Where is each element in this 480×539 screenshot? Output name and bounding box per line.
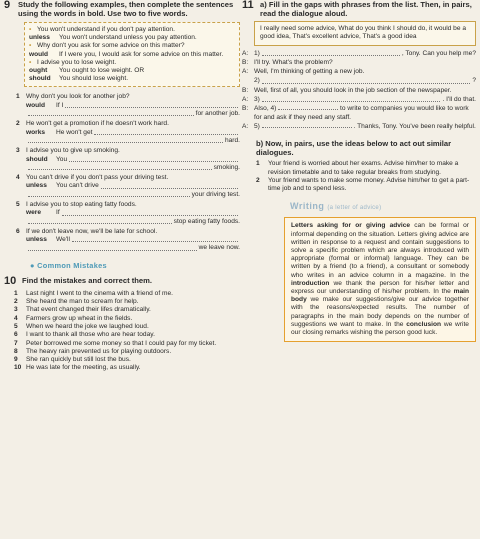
item-text: Farmers grow up wheat in the fields. <box>26 314 133 322</box>
item-question: He won't get a promotion if he doesn't work hard. <box>26 120 169 128</box>
item-end: your driving test. <box>191 190 240 198</box>
dialogue-text: I'll try. What's the problem? <box>254 58 333 66</box>
item-number: 2 <box>16 120 20 128</box>
item-text: He was late for the meeting, as usually. <box>26 364 141 372</box>
info-text: we make our suggestions/give our advice together with the reasons/expected results. The number of paragraphs in the main body depends on the number of suggestions we want to make. In the <box>291 296 469 328</box>
item-question: If we don't leave now, we'll be late for school. <box>26 227 158 235</box>
keyword: would <box>26 101 46 109</box>
answer-gap[interactable] <box>262 77 470 83</box>
item-number: 3 <box>14 306 18 314</box>
item-end: stop eating fatty foods. <box>173 217 240 225</box>
exercise-11b-list <box>256 160 476 193</box>
keyword: ought <box>29 67 48 75</box>
exercise-11a-title: a) Fill in the gaps with phrases from the list. Then, in pairs, read the dialogue aloud. <box>260 0 472 18</box>
info-bold: introduction <box>291 279 330 287</box>
exercise-9-item <box>16 227 240 253</box>
exercise-9-title: Study the following examples, then complete the sentences using the words in bold. Use two to five words. <box>18 0 234 18</box>
answer-gap[interactable] <box>72 236 238 242</box>
keyword: were <box>26 209 42 217</box>
item-number: 2 <box>256 176 260 184</box>
item-number: 6 <box>14 331 18 339</box>
example-answer: If I were you, I would ask for some advice on this matter. <box>59 50 224 58</box>
item-end: hard. <box>224 136 240 144</box>
gap-label: 3) <box>254 96 260 104</box>
exercise-10-title: Find the mistakes and correct them. <box>22 275 152 285</box>
list-item <box>14 339 240 348</box>
exercise-11-header <box>242 0 476 18</box>
keyword: would <box>29 50 49 58</box>
dialogue-text: Well, I'm thinking of getting a new job. <box>254 68 365 76</box>
example-answer: You ought to lose weight. OR <box>59 67 145 75</box>
item-question: You can't drive if you don't pass your driving test. <box>26 174 169 182</box>
item-text: Your friend wants to make some money. Advise him/her to get a part-time job and to spend less. <box>268 176 470 193</box>
exercise-11-number: 11 <box>242 0 254 11</box>
answer-gap[interactable] <box>262 96 441 102</box>
item-start: We'll <box>56 236 70 244</box>
exercise-11b-header <box>256 139 476 157</box>
item-start: He won't get <box>56 128 93 136</box>
keyword: unless <box>29 34 50 42</box>
exercise-9-item <box>16 174 240 199</box>
keyword: works <box>26 128 46 136</box>
dialogue-line <box>242 50 476 58</box>
answer-gap[interactable] <box>65 102 238 108</box>
item-text: The heavy rain prevented us for playing outdoors. <box>26 347 172 355</box>
item-start: You <box>56 155 68 163</box>
item-text: That event changed their lifes dramatically. <box>26 306 151 314</box>
dialogue-text: . I'll do that. <box>442 96 476 104</box>
item-start: If I <box>56 101 64 109</box>
dialogue-text: Well, first of all, you should look in the job section of the newspaper. <box>254 86 452 94</box>
info-text: can be formal or informal depending on the situation. Letters giving advice are written in response to a request and contain suggestions to solve a specific problem which are always introduced with appropriate (formal or informal) language. They can be written by a friend (to a friend), a consultant or somebody who writes in an advice column in a magazine. In the <box>291 222 469 279</box>
keyword: should <box>26 155 48 163</box>
right-column <box>242 0 476 342</box>
answer-gap[interactable] <box>28 110 194 116</box>
common-mistakes-heading <box>30 261 240 270</box>
keyword: unless <box>26 236 47 244</box>
item-text: Last night I went to the cinema with a friend of me. <box>26 289 173 297</box>
dialogue-line <box>242 105 476 122</box>
dialogue <box>242 50 476 132</box>
answer-gap[interactable] <box>278 109 338 110</box>
info-bold: conclusion <box>406 320 442 328</box>
dialogue-text: ? <box>472 77 476 85</box>
item-question: I advise you to give up smoking. <box>26 147 120 155</box>
item-question: Why don't you look for another job? <box>26 93 130 101</box>
writing-subtitle: (a letter of advice) <box>327 205 382 212</box>
answer-gap[interactable] <box>262 127 352 128</box>
list-item <box>14 289 240 298</box>
writing-info-box <box>284 217 476 342</box>
speaker: B: <box>242 86 249 94</box>
answer-gap[interactable] <box>101 182 238 188</box>
keyword: should <box>29 75 51 83</box>
item-text: When we heard the joke we laughed loud. <box>26 322 149 330</box>
gap-label: 2) <box>254 77 260 85</box>
exercise-10-number: 10 <box>4 274 17 287</box>
speaker: A: <box>242 96 249 104</box>
item-number: 5 <box>14 322 18 330</box>
item-end: we leave now. <box>198 244 240 252</box>
answer-gap[interactable] <box>28 164 212 170</box>
info-text: we write our closing remarks wishing the person good luck. <box>291 320 469 337</box>
dialogue-line <box>242 68 476 76</box>
common-mistakes-label: Common Mistakes <box>37 260 107 270</box>
item-number: 1 <box>14 289 18 297</box>
example-answer: You should lose weight. <box>59 75 129 83</box>
dialogue-line <box>242 77 476 85</box>
list-item <box>14 331 240 339</box>
answer-gap[interactable] <box>28 137 223 143</box>
answer-gap[interactable] <box>62 209 238 215</box>
exercise-10-header <box>4 276 240 286</box>
list-item <box>256 176 476 194</box>
speaker: A: <box>242 49 249 57</box>
answer-gap[interactable] <box>28 218 172 224</box>
list-item <box>14 364 240 372</box>
item-start: You can't drive <box>56 182 99 190</box>
gap-label: 1) <box>254 49 260 57</box>
item-text: She ran quickly but still lost the bus. <box>26 356 131 364</box>
gap-label: Also, 4) <box>254 105 277 113</box>
dialogue-text: to write to companies you would like to work for and ask if they need any staff. <box>254 105 469 121</box>
item-question: I advise you to stop eating fatty foods. <box>26 200 137 208</box>
list-item <box>14 356 240 364</box>
example-sentence: I advise you to lose weight. <box>37 58 117 66</box>
item-number: 3 <box>16 147 20 155</box>
item-number: 2 <box>14 298 18 306</box>
item-number: 10 <box>14 364 22 372</box>
answer-gap[interactable] <box>262 50 400 56</box>
writing-title: Writing <box>290 201 325 212</box>
exercise-10-list <box>14 289 240 373</box>
info-text: we thank the person for his/her letter and express our understanding of his/her problem. In the <box>291 279 469 296</box>
item-text: Peter borrowed me some money so that I could pay for my ticket. <box>26 339 217 347</box>
item-end: for another job. <box>195 110 240 118</box>
dialogue-line <box>242 123 476 131</box>
speaker <box>242 77 254 85</box>
bullet-icon: • <box>29 26 32 33</box>
exercise-9-number: 9 <box>4 0 11 11</box>
gap-label: 5) <box>254 122 260 130</box>
example-sentence: You won't understand if you don't pay attention. <box>37 26 175 33</box>
writing-banner <box>290 201 476 211</box>
exercise-9-item <box>16 93 240 118</box>
dialogue-line <box>242 96 476 104</box>
list-item <box>14 347 240 356</box>
bullet-icon: • <box>29 58 32 66</box>
item-number: 4 <box>14 314 18 322</box>
item-number: 6 <box>16 227 20 235</box>
exercise-9-item <box>16 120 240 145</box>
item-number: 7 <box>14 339 18 347</box>
answer-gap[interactable] <box>28 244 197 250</box>
exercise-11b-title: b) Now, in pairs, use the ideas below to act out similar dialogues. <box>256 139 452 158</box>
exercise-9-header <box>4 0 240 18</box>
answer-gap[interactable] <box>69 156 238 162</box>
info-bold: Letters asking for or giving advice <box>291 222 411 230</box>
list-item <box>14 322 240 331</box>
dialogue-text: , Tony. Can you help me? <box>401 49 476 57</box>
item-number: 5 <box>16 200 20 208</box>
dialogue-line <box>242 59 476 67</box>
item-number: 1 <box>16 93 20 101</box>
item-number: 9 <box>14 356 18 364</box>
bullet-icon: • <box>29 42 32 50</box>
phrases-box <box>254 21 476 46</box>
item-text: Your friend is worried about her exams. Advise him/her to make a revision timetable and to take regular breaks from studying. <box>268 160 459 176</box>
exercise-9-item <box>16 200 240 226</box>
item-number: 8 <box>14 347 18 355</box>
item-text: I want to thank all those who are hear today. <box>26 331 155 339</box>
example-answer: You won't understand unless you pay attention. <box>59 34 197 42</box>
dialogue-text: . Thanks, Tony. You've been really helpful. <box>353 122 476 130</box>
keyword: unless <box>26 182 47 190</box>
answer-gap[interactable] <box>94 129 238 135</box>
speaker: B: <box>242 58 249 66</box>
left-column <box>4 0 240 373</box>
list-item <box>14 314 240 323</box>
item-number: 4 <box>16 174 20 182</box>
examples-box <box>24 22 240 87</box>
info-bold: main body <box>291 288 469 304</box>
item-text: She heard the man to scream for help. <box>26 298 139 306</box>
phrases-text: I really need some advice, What do you think I should do, it would be a good idea, That's excellent advice, That's a good idea <box>260 25 466 41</box>
answer-gap[interactable] <box>28 191 190 197</box>
list-item <box>256 160 476 177</box>
item-number: 1 <box>256 160 260 168</box>
dialogue-line <box>242 87 476 95</box>
bullet-icon: ● <box>30 260 35 270</box>
list-item <box>14 298 240 306</box>
example-sentence: Why don't you ask for some advice on this matter? <box>37 42 185 50</box>
item-end: smoking. <box>213 163 240 171</box>
list-item <box>14 306 240 314</box>
speaker: A: <box>242 122 249 130</box>
item-start: If <box>56 209 60 217</box>
speaker: A: <box>242 68 249 76</box>
exercise-9-item <box>16 147 240 172</box>
speaker: B: <box>242 105 249 113</box>
